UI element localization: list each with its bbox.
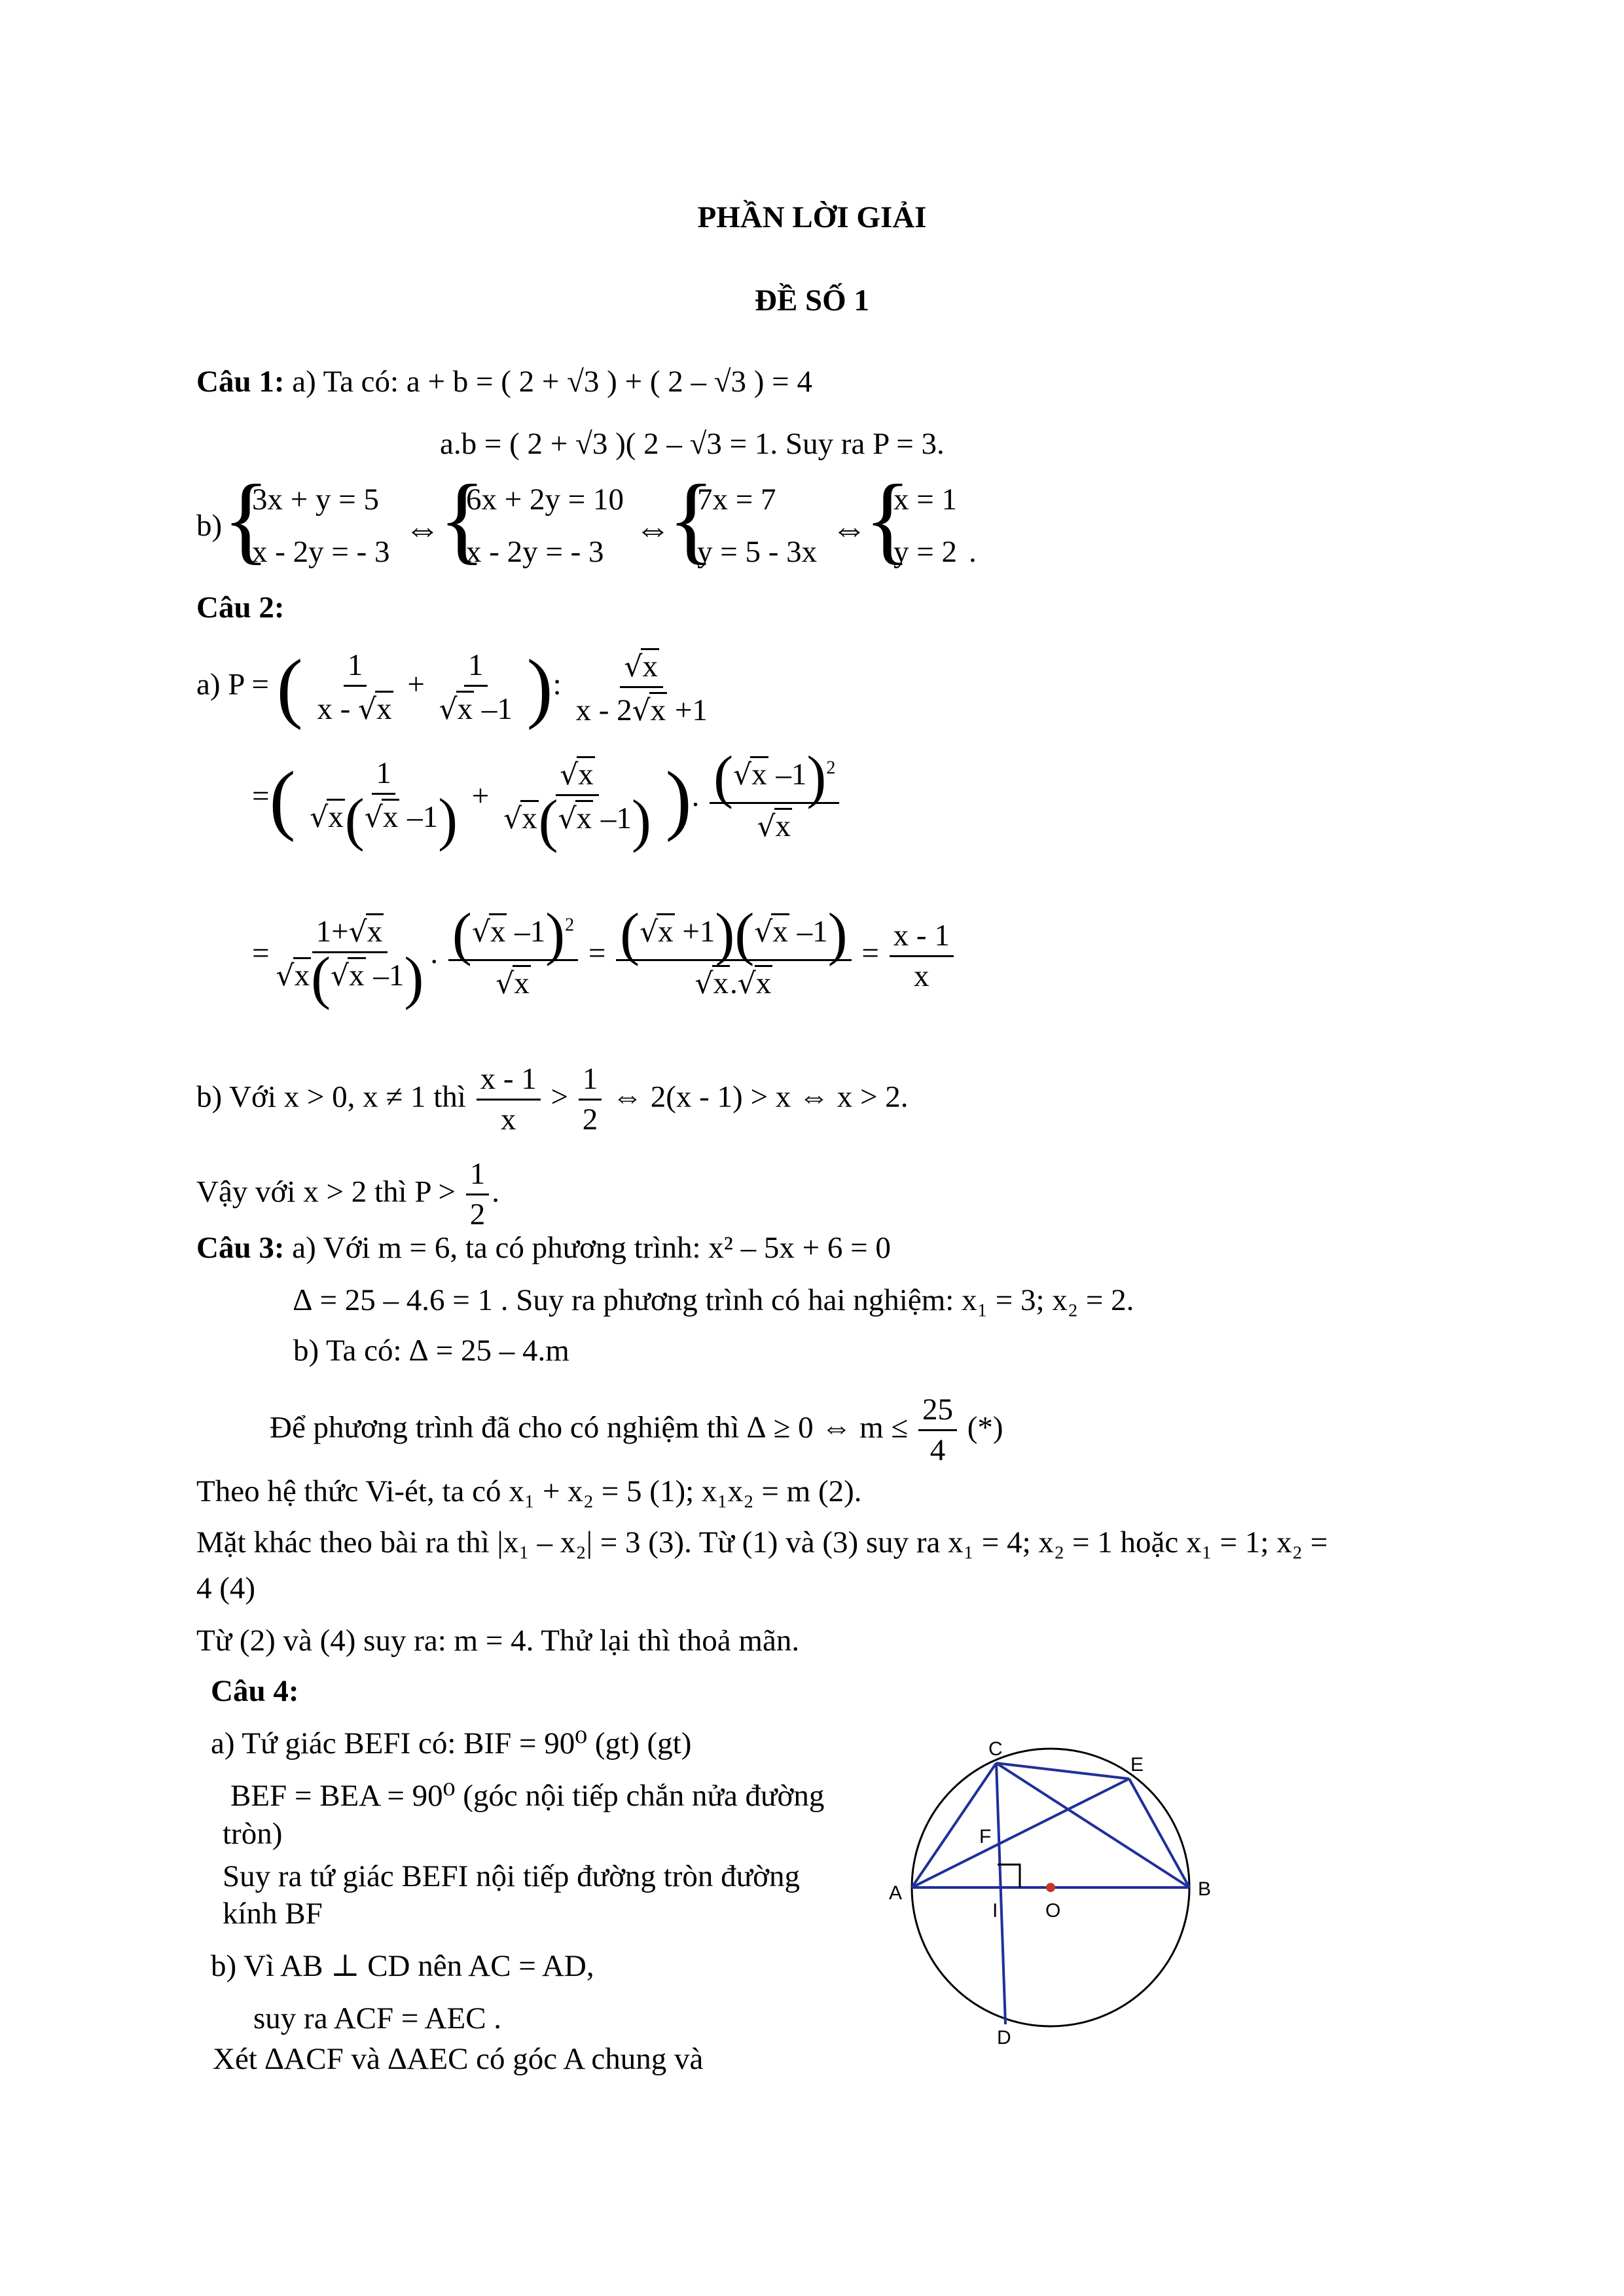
cau2-step3: = $\frac{1+√x}{√x(√x -1)}$ . $\frac{(√x -1)^2}{√x}$ = $\frac{(√x +1)(√x -1)}{√x.√x}$ = $\frac{x - 1}{x}$ bbox=[252, 913, 956, 999]
cau3-delta: ∆ = 25 – 4.6 = 1 . Suy ra phương trình có hai nghiệm: x₁ = 3; x₂ = 2. bbox=[293, 1283, 1134, 1317]
equiv-3: ⇔ bbox=[831, 509, 867, 549]
center-point bbox=[1046, 1883, 1055, 1892]
cau4-label: Câu 4: bbox=[211, 1674, 299, 1708]
point-f-label: F bbox=[979, 1826, 992, 1848]
sys3-eq2: y = 5 - 3x bbox=[697, 535, 818, 569]
brace-1: { bbox=[223, 465, 270, 574]
cau2-conclusion: Vậy với x > 2 thì P > $\frac{1}{2}$ . bbox=[196, 1157, 499, 1231]
point-e-label: E bbox=[1130, 1754, 1144, 1776]
cau2-label: Câu 2: bbox=[196, 591, 285, 625]
brace-4: { bbox=[864, 465, 911, 574]
cau3-vieta: Theo hệ thức Vi-ét, ta có x₁ + x₂ = 5 (1); x₁x₂ = m (2). bbox=[196, 1474, 862, 1508]
segment-ac bbox=[912, 1763, 996, 1887]
sys3-eq1: 7x = 7 bbox=[697, 483, 776, 517]
cau3-a: Câu 3: a) Với m = 6, ta có phương trình: x² – 5x + 6 = 0 bbox=[196, 1231, 891, 1265]
exam-number: ĐỀ SỐ 1 bbox=[755, 283, 869, 318]
cau3-condition: Để phương trình đã cho có nghiệm thì ∆ ≥ 0 ⇔ m ≤ $\frac{25}{4}$ (*) bbox=[270, 1393, 1003, 1467]
cau2-b: b) Với x > 0, x ≠ 1 thì $\frac{x - 1}{x}$ > $\frac{1}{2}$ ⇔ 2(x - 1) > x ⇔ x > 2. bbox=[196, 1062, 909, 1137]
cau1-b-label: b) bbox=[196, 509, 223, 543]
cau2-a-expr: a) P = ( $\frac{1}{x - √x}$ + $\frac{1}{√x -1}$ ): $\frac{√x}{x - 2√x +1}$ bbox=[196, 643, 708, 731]
segment-cd bbox=[996, 1763, 1005, 2024]
sys2-eq2: x - 2y = - 3 bbox=[466, 535, 604, 569]
equiv-2: ⇔ bbox=[635, 509, 671, 549]
cau1-label: Câu 1: bbox=[196, 365, 285, 399]
point-i-label: I bbox=[992, 1900, 998, 1922]
point-c-label: C bbox=[988, 1738, 1003, 1760]
segment-cb bbox=[996, 1763, 1189, 1887]
cau1-a-text: a) Ta có: a + b = ( 2 + √3 ) + ( 2 – √3 ) = 4 bbox=[292, 365, 812, 399]
cau3-other: Mặt khác theo bài ra thì |x₁ – x₂| = 3 (3). Từ (1) và (3) suy ra x₁ = 4; x₂ = 1 hoặc x₁ = 1; x₂ = bbox=[196, 1525, 1328, 1559]
brace-2: { bbox=[439, 465, 486, 574]
cau4-b1: b) Vì AB ⊥ CD nên AC = AD, bbox=[211, 1949, 594, 1983]
cau4-b2: suy ra ACF = AEC . bbox=[253, 2001, 502, 2035]
sys1-eq1: 3x + y = 5 bbox=[252, 483, 380, 517]
cau2-b-text: b) Với x > 0, x ≠ 1 thì bbox=[196, 1080, 466, 1114]
cau4-a3: tròn) bbox=[223, 1817, 283, 1851]
equiv-1: ⇔ bbox=[405, 509, 441, 549]
point-a-label: A bbox=[889, 1882, 903, 1904]
sys4-eq2: y = 2 bbox=[893, 535, 958, 569]
sys4-eq1: x = 1 bbox=[893, 483, 958, 517]
cau2-step2: =( $\frac{1}{√x(√x -1)}$ + $\frac{√x}{√x(√x -1)}$ ). $\frac{(√x -1)^2}{√x}$ bbox=[252, 756, 842, 842]
cau1-a bbox=[196, 367, 812, 397]
brace-3: { bbox=[668, 465, 715, 574]
cau1-ab: a.b = ( 2 + √3 )( 2 – √3 = 1. Suy ra P = 3. bbox=[440, 427, 945, 461]
segment-eb bbox=[1129, 1779, 1189, 1887]
cau4-b3: Xét ∆ACF và ∆AEC có góc A chung và bbox=[213, 2042, 704, 2076]
cau2-b-tail: ⇔ 2(x - 1) > x ⇔ x > 2. bbox=[612, 1080, 909, 1114]
cau3-b: b) Ta có: ∆ = 25 – 4.m bbox=[293, 1334, 569, 1368]
cau4-a1: a) Tứ giác BEFI có: BIF = 90⁰ (gt) (gt) bbox=[211, 1726, 692, 1760]
geometry-figure bbox=[877, 1705, 1218, 2046]
cau4-a5: kính BF bbox=[223, 1897, 323, 1931]
cau2-a-prefix: a) P = bbox=[196, 667, 269, 702]
point-o-label: O bbox=[1045, 1900, 1061, 1922]
cau4-a2: BEF = BEA = 90⁰ (góc nội tiếp chắn nửa đường bbox=[230, 1779, 825, 1813]
cau4-a4: Suy ra tứ giác BEFI nội tiếp đường tròn đường bbox=[223, 1859, 800, 1893]
sys1-eq2: x - 2y = - 3 bbox=[252, 535, 390, 569]
cau3-final: Từ (2) và (4) suy ra: m = 4. Thử lại thì thoả mãn. bbox=[196, 1624, 800, 1658]
period: . bbox=[969, 535, 977, 569]
cau3-other2: 4 (4) bbox=[196, 1571, 256, 1605]
solution-heading: PHẦN LỜI GIẢI bbox=[697, 200, 927, 234]
point-b-label: B bbox=[1198, 1878, 1212, 1900]
point-d-label: D bbox=[997, 2027, 1011, 2046]
sys2-eq1: 6x + 2y = 10 bbox=[466, 483, 624, 517]
